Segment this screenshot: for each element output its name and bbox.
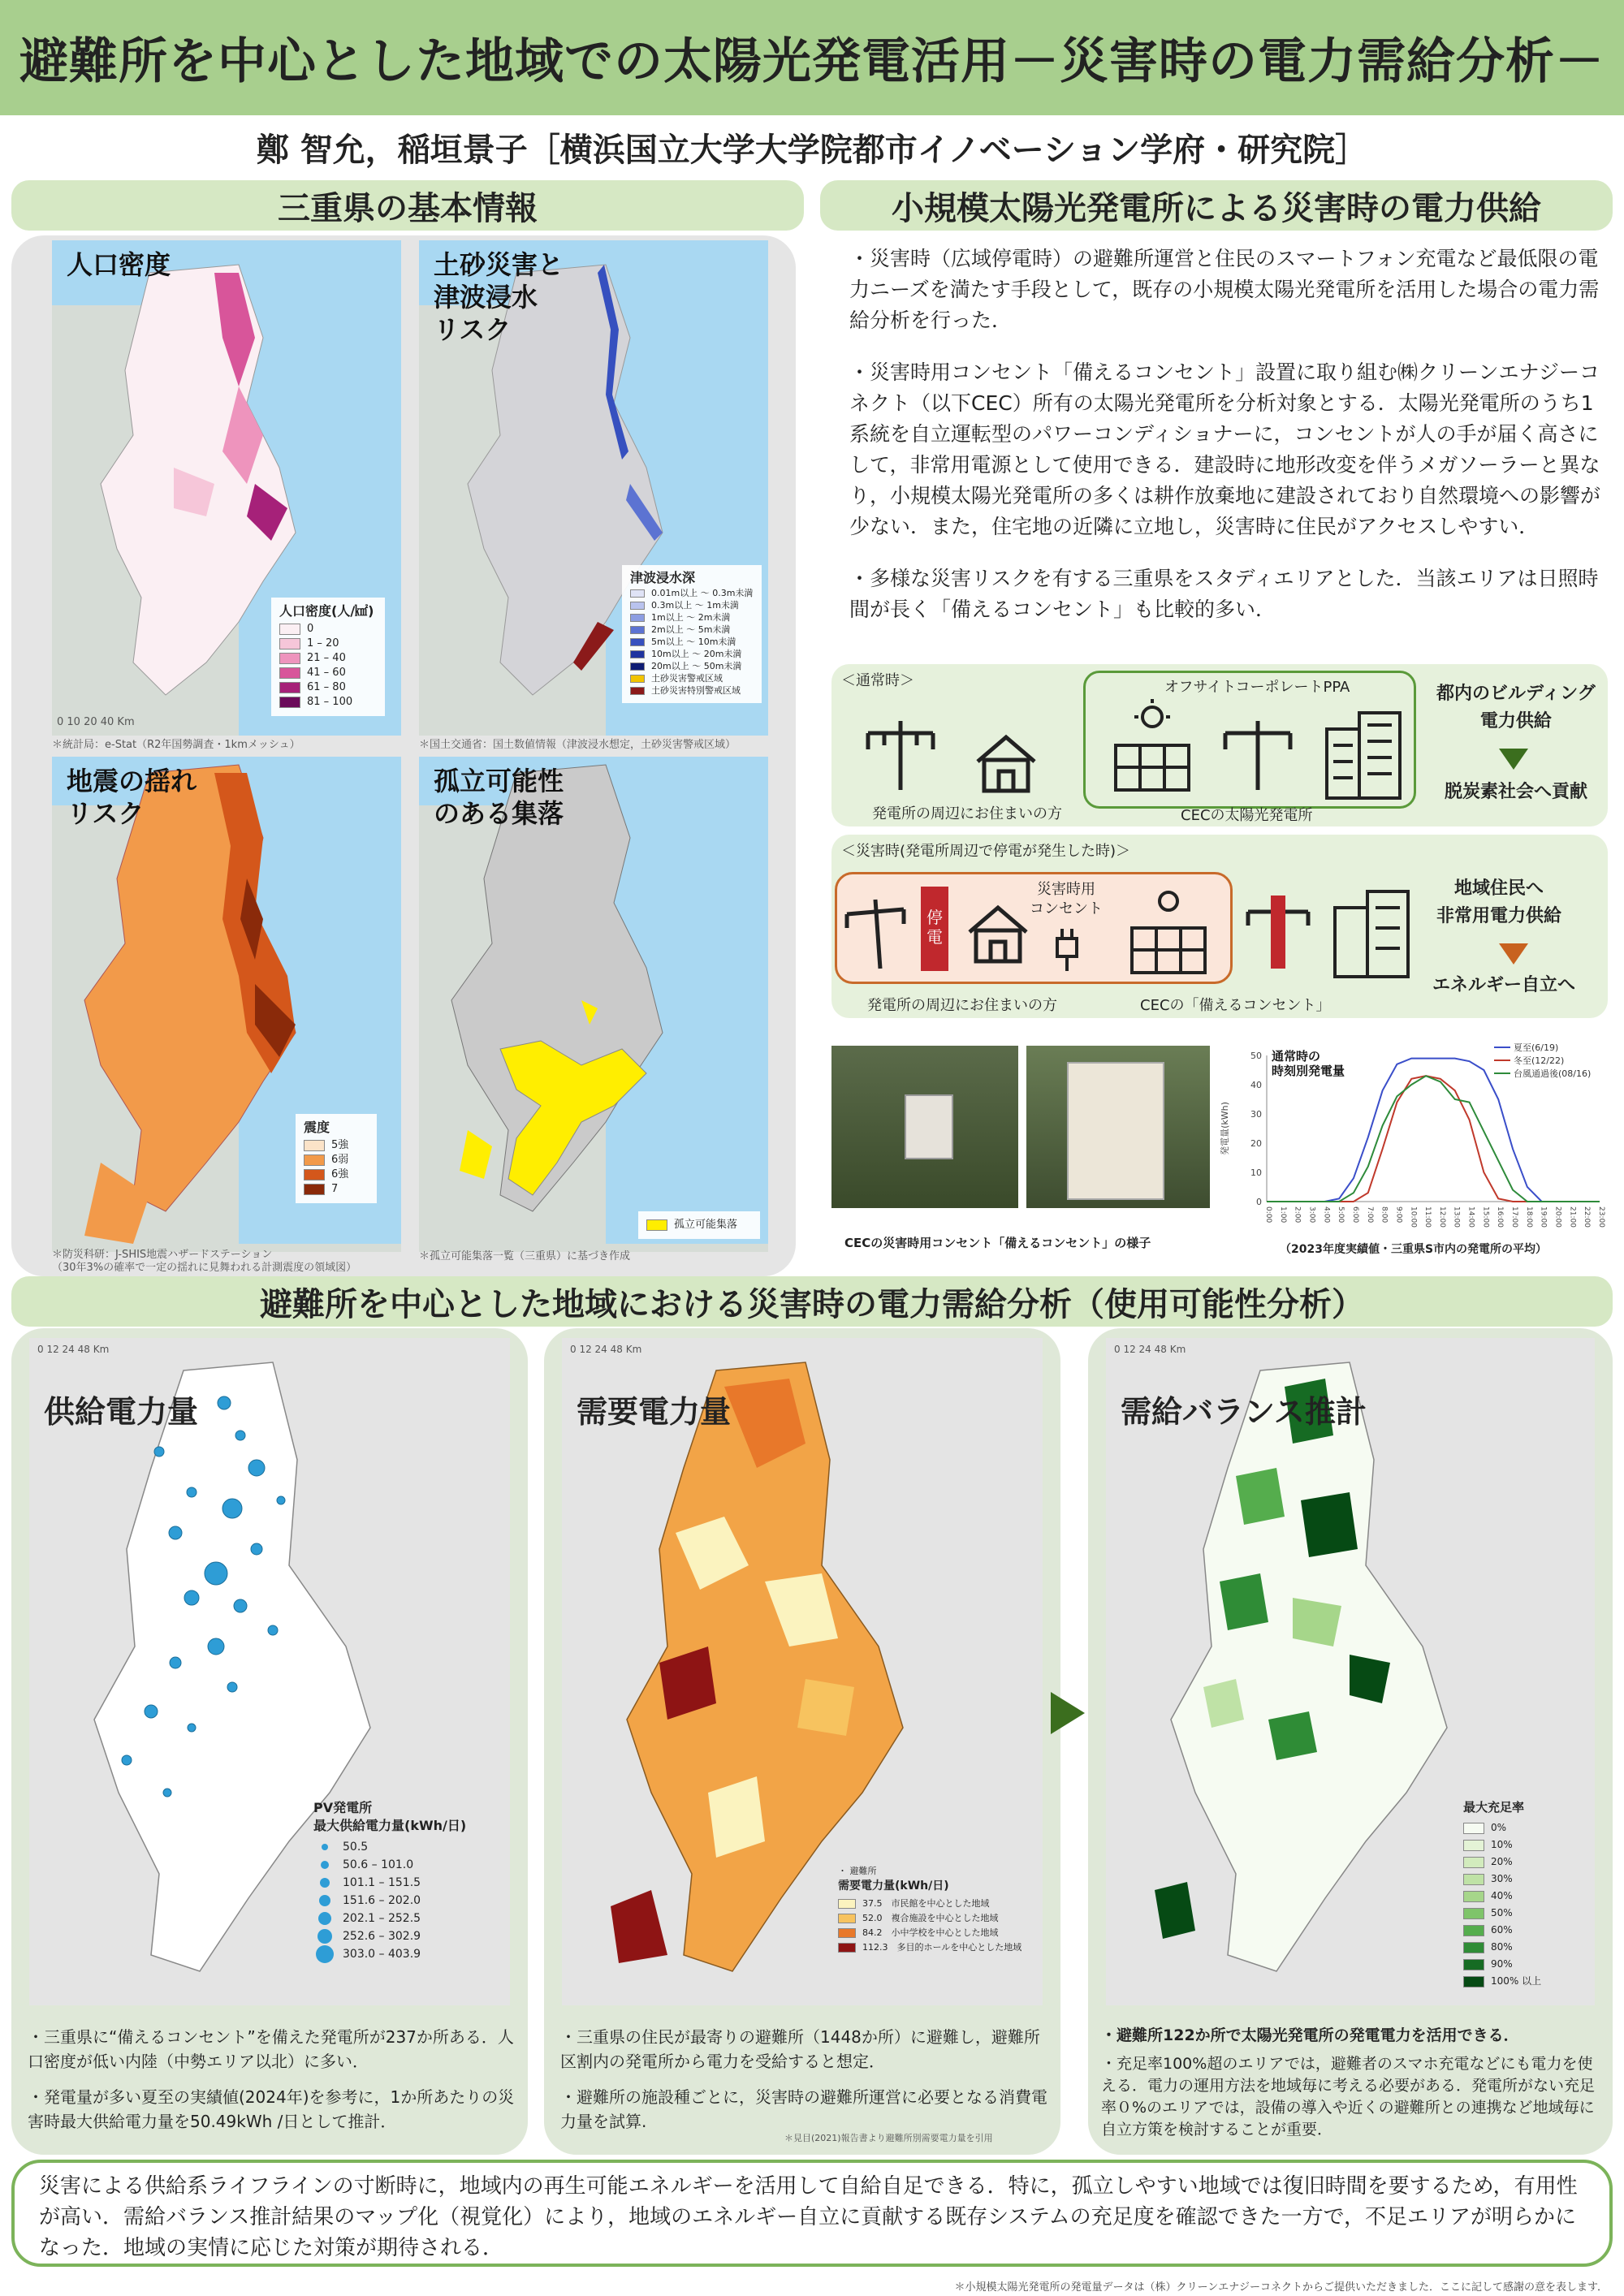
legend-label: 81 – 100 [307,696,353,708]
legend-circle [322,1844,328,1850]
demand-panel [544,1328,1060,2155]
legend-title: 震度 [304,1120,330,1135]
x-tick-label: 21:00 [1568,1206,1577,1228]
legend-swatch [630,638,645,646]
x-tick-label: 14:00 [1466,1206,1475,1228]
legend-label: 41 – 60 [307,667,346,679]
x-tick-label: 19:00 [1539,1206,1548,1228]
x-tick-label: 18:00 [1524,1206,1533,1228]
bullet-text: ・災害時（広域停電時）の避難所運営と住民のスマートフォン充電など最低限の電力ニーズを満たす手段として，既存の小規模太陽光発電所を活用した場合の電力需給分析を行った． [849,247,1600,332]
utility-pole-icon [1242,891,1315,973]
legend-swatch [838,1928,856,1938]
population-legend [271,598,385,716]
supply-notes [28,2025,515,2134]
title-bar [0,0,1624,115]
disaster-effect-top: 地域住民へ 非常用電力供給 [1436,878,1562,926]
legend-row [313,1856,460,1874]
demand-map-title: 需要電力量 [577,1394,732,1430]
note-text: ・三重県に“備えるコンセント”を備えた発電所が237か所ある．人口密度が低い内陸（中勢エリア以北）に多い． [28,2027,514,2071]
chart-caption: （2023年度実績値・三重県S市内の発電所の平均） [1280,1243,1548,1256]
x-tick-label: 23:00 [1597,1206,1605,1228]
legend-label: 0.3m以上 ～ 1m未満 [651,600,739,611]
legend-label: 50.6 – 101.0 [343,1858,414,1871]
balance-legend [1455,1793,1577,1996]
legend-circle [321,1861,329,1869]
scale-bar: 0 10 20 40 Km [57,716,135,728]
legend-row [630,599,754,611]
note-text: ・充足率100%超のエリアでは，避難者のスマホ充電などにも電力を使える．電力の運用方法を地域毎に考える必要がある．発電所がない充足率０%のエリアでは，設備の導入や近くの避難所との連携など地域毎に自立方策を検討することが重要． [1101,2055,1596,2138]
poster-title: 避難所を中心とした地域での太陽光発電活用－災害時の電力需給分析－ [19,33,1605,90]
outlet-photo-field [831,1046,1018,1208]
legend-label: 100% 以上 [1491,1975,1542,1987]
caption-residents: 発電所の周辺にお住まいの方 [872,805,1062,822]
legend-label: 21 – 40 [307,652,346,664]
y-tick-label: 0 [1256,1197,1262,1207]
disaster-label: ＜災害時(発電所周辺で停電が発生した時)＞ [841,843,1131,860]
legend-label: 1m以上 ～ 2m未満 [651,612,731,623]
bullet-text: ・多様な災害リスクを有する三重県をスタディエリアとした．当該エリアは日照時間が長く「備えるコンセント」も比較的多い． [849,567,1599,621]
balance-map [1106,1338,1595,2005]
legend-row [313,1874,460,1892]
house-icon [961,900,1034,965]
legend-label: 50.5 [343,1841,369,1854]
map-source-earthquake: ＊防災科研：J-SHIS地震ハザードステーション （30年3%の確率で一定の揺れに見舞われる計測震度の領域図） [52,1249,357,1274]
arrow-right-icon [1047,1689,1088,1737]
map-source-tsunami: ＊国土交通省：国土数値情報（津波浸水想定，土砂災害警戒区域） [419,739,736,751]
legend-label: 112.3 多目的ホールを中心とした地域 [862,1942,1022,1953]
legend-swatch [1463,1840,1484,1851]
y-tick-label: 50 [1250,1051,1262,1061]
legend-row [1463,1871,1569,1888]
section-heading-supply-demand: 避難所を中心とした地域における災害時の電力需給分析（使用可能性分析） [11,1276,1613,1327]
series-line [1267,1076,1600,1202]
legend-row [838,1926,1025,1940]
map-source-isolated: ＊孤立可能集落一覧（三重県）に基づき作成 [419,1250,631,1262]
legend-row [304,1138,369,1153]
legend-label: 台風通過後(08/16) [1514,1068,1592,1079]
chart-title: 時刻別発電量 [1272,1064,1345,1078]
scale-bar: 0 12 24 48 Km [37,1344,110,1355]
legend-row [313,1838,460,1856]
legend-swatch [1463,1908,1484,1919]
legend-swatch [304,1140,325,1151]
legend-row [304,1153,369,1167]
legend-row [646,1218,752,1232]
legend-row [313,1910,460,1927]
x-tick-label: 12:00 [1437,1206,1446,1228]
legend-swatch [630,614,645,622]
x-tick-label: 11:00 [1423,1206,1432,1228]
legend-circle [316,1945,334,1963]
legend-row [1463,1819,1569,1836]
balance-map-title: 需給バランス推計 [1121,1394,1367,1430]
x-tick-label: 13:00 [1452,1206,1461,1228]
caption-cec-outlet: CECの「備えるコンセント」 [1140,997,1331,1014]
legend-swatch [279,638,300,650]
earthquake-map [52,757,401,1252]
building-icon [1319,705,1408,802]
legend-row [630,611,754,624]
legend-swatch [630,687,645,695]
caption-cec-plant: CECの太陽光発電所 [1181,807,1313,824]
legend-label: 202.1 – 252.5 [343,1912,421,1925]
legend-row [279,651,377,666]
legend-label: 90% [1491,1958,1513,1970]
legend-title: PV発電所 最大供給電力量(kWh/日) [313,1800,467,1833]
x-tick-label: 20:00 [1553,1206,1562,1228]
map-label-isolated: 孤立可能性 のある集落 [434,766,564,829]
authors: 鄭 智允，稲垣景子［横浜国立大学大学院都市イノベーション学府・研究院］ [256,132,1368,169]
legend-row [630,660,754,672]
legend-label: 7 [331,1183,339,1195]
map-label-tsunami: 土砂災害と 津波浸水 リスク [434,249,564,345]
map-label-population: 人口密度 [67,249,171,280]
legend-title: 人口密度(人/㎢) [279,603,374,619]
legend-row [1463,1888,1569,1905]
x-tick-label: 5:00 [1337,1206,1345,1224]
isolated-legend [638,1211,760,1239]
legend-row [304,1182,369,1197]
legend-label: 252.6 – 302.9 [343,1930,421,1943]
isolated-villages-map [419,757,768,1252]
x-tick-label: 9:00 [1394,1206,1403,1224]
normal-time-box [831,664,1608,826]
tsunami-legend [622,565,762,703]
legend-swatch [1463,1857,1484,1868]
plug-icon [1051,926,1083,974]
legend-swatch [279,653,300,664]
x-tick-label: 16:00 [1496,1206,1505,1228]
legend-row [279,637,377,651]
legend-row [1463,1836,1569,1854]
legend-swatch [630,602,645,610]
y-tick-label: 10 [1250,1167,1262,1178]
legend-swatch [1463,1976,1484,1987]
legend-row [1463,1905,1569,1922]
legend-row [313,1927,460,1945]
legend-circle [319,1895,330,1906]
scale-bar: 0 12 24 48 Km [570,1344,642,1355]
section-heading-basic-info: 三重県の基本情報 [11,180,804,231]
legend-row [1463,1939,1569,1956]
legend-row [1463,1854,1569,1871]
legend-row [279,666,377,680]
footer-note: ＊小規模太陽光発電所の発電量データは（株）クリーンエナジーコネクトからご提供いただきました．ここに記して感謝の意を表します． [954,2281,1608,2294]
legend-swatch [630,650,645,658]
section-heading-small-solar: 小規模太陽光発電所による災害時の電力供給 [820,180,1613,231]
isolated-map-shape [419,757,768,1252]
legend-title: 需要電力量(kWh/日) [838,1880,949,1892]
legend-title: 津波浸水深 [630,570,696,585]
legend-swatch [630,589,645,598]
demand-legend [830,1858,1033,1962]
legend-label: 20% [1491,1856,1513,1867]
x-tick-label: 6:00 [1350,1206,1359,1224]
triangle-down-icon [1497,942,1530,966]
legend-swatch [279,624,300,635]
house-icon [970,729,1043,794]
legend-row [838,1897,1025,1911]
legend-swatch [1463,1942,1484,1953]
legend-label: 2m以上 ～ 5m未満 [651,624,731,635]
building-icon [1327,883,1416,981]
photo-caption: CECの災害時用コンセント「備えるコンセント」の様子 [844,1236,1151,1250]
intro-bullets [849,244,1605,646]
legend-label: 夏至(6/19) [1514,1042,1559,1053]
x-tick-label: 4:00 [1322,1206,1331,1224]
normal-effect-top: 都内のビルディング 電力供給 [1436,684,1596,732]
disaster-effect-bottom: エネルギー自立へ [1432,975,1576,995]
outage-badge: 停電 [921,887,948,971]
legend-label: 40% [1491,1890,1513,1901]
broken-pole-icon [843,891,908,973]
legend-swatch [1463,1874,1484,1885]
legend-swatch [630,675,645,683]
conclusion-box: 災害による供給系ライフラインの寸断時に，地域内の再生可能エネルギーを活用して自給自足できる．特に，孤立しやすい地域では復旧時間を要するため，有用性が高い．需給バランス推計結果のマップ化（視覚化）により，地域のエネルギー自立に貢献する既存システムの充足度を確認できた一方で，不足エリアが明らかになった．地域の実情に応じた対策が期待される． [11,2160,1613,2267]
legend-subtitle: ・ 避難所 [838,1866,877,1876]
outlet-photo-open [1026,1046,1210,1208]
legend-label: 5m以上 ～ 10m未満 [651,637,736,647]
supply-legend [305,1793,468,1970]
legend-label: 30% [1491,1873,1513,1884]
legend-row [1463,1922,1569,1939]
caption-residents: 発電所の周辺にお住まいの方 [867,997,1057,1014]
generation-chart [1218,1039,1608,1234]
outlet-box-image [905,1094,953,1159]
legend-label: 37.5 市民館を中心とした地域 [862,1898,990,1909]
legend-swatch [279,667,300,679]
series-line [1267,1059,1600,1202]
outlet-label: 災害時用 コンセント [1030,881,1103,917]
legend-swatch [630,662,645,671]
legend-swatch [279,682,300,693]
y-tick-label: 30 [1250,1109,1262,1120]
scale-bar: 0 12 24 48 Km [1114,1344,1186,1355]
y-axis-label: 発電量(kWh) [1220,1102,1230,1155]
disaster-time-box [831,835,1608,1018]
legend-row [279,695,377,710]
legend-label: 50% [1491,1907,1513,1918]
balance-notes [1101,2025,1601,2141]
triangle-down-icon [1497,747,1530,771]
landslide-tsunami-map [419,240,768,736]
normal-effect-bottom: 脱炭素社会へ貢献 [1445,782,1588,802]
legend-swatch [279,697,300,708]
legend-row [838,1940,1025,1955]
legend-title: 最大充足率 [1463,1800,1525,1815]
legend-swatch [838,1914,856,1923]
note-text: ・避難所の施設種ごとに，災害時の避難所運営に必要となる消費電力量を試算. [560,2087,1047,2131]
chart-title: 通常時の [1272,1049,1321,1064]
legend-label: 80% [1491,1941,1513,1953]
legend-label: 6強 [331,1168,349,1180]
legend-label: 101.1 – 151.5 [343,1876,421,1889]
legend-swatch [304,1154,325,1166]
x-tick-label: 22:00 [1583,1206,1592,1228]
basic-info-panel [11,235,796,1276]
legend-label: 84.2 小中学校を中心とした地域 [862,1927,999,1938]
legend-row [630,636,754,648]
legend-swatch [304,1169,325,1180]
y-tick-label: 20 [1250,1138,1262,1149]
legend-row [630,624,754,636]
population-density-map [52,240,401,736]
legend-swatch [1463,1959,1484,1970]
legend-circle [320,1878,330,1888]
y-tick-label: 40 [1250,1080,1262,1090]
balance-panel [1088,1328,1613,2155]
legend-row [630,587,754,599]
bullet-text: ・災害時用コンセント「備えるコンセント」設置に取り組む㈱クリーンエナジーコネクト（以下CEC）所有の太陽光発電所を分析対象とする．太陽光発電所のうち1系統を自立運転型のパワーコンディショナーに，コンセントが人の手が届く高さにして，非常用電源として使用できる．建設時に地形改変を伴うメガソーラーと異なり，小規模太陽光発電所の多くは耕作放棄地に建設されており自然環境への影響が少ない．また，住宅地の近隣に立地し，災害時に住民がアクセスしやすい． [849,360,1601,538]
legend-label: 0 [307,623,314,635]
legend-label: 20m以上 ～ 50m未満 [651,661,742,671]
demand-notes [560,2025,1047,2134]
x-tick-label: 0:00 [1264,1206,1272,1224]
supply-map [29,1338,510,2005]
legend-row [304,1167,369,1182]
outlet-box-open-image [1067,1062,1164,1200]
note-text: ・三重県の住民が最寄りの避難所（1448か所）に避難し，避難所区割内の発電所から電力を受給すると想定． [560,2027,1040,2071]
legend-swatch [304,1184,325,1195]
legend-swatch [630,626,645,634]
solar-panel-icon [1108,697,1197,802]
legend-circle [318,1912,331,1925]
legend-label: 冬至(12/22) [1514,1055,1565,1066]
legend-swatch [838,1899,856,1909]
legend-label: 52.0 複合施設を中心とした地域 [862,1913,999,1923]
legend-label: 61 – 80 [307,681,346,693]
legend-label: 60% [1491,1924,1513,1936]
ppa-label: オフサイトコーポレートPPA [1164,679,1350,696]
supply-map-title: 供給電力量 [44,1394,199,1430]
legend-label: 土砂災害特別警戒区域 [651,685,741,696]
legend-row [313,1892,460,1910]
demand-footnote: ＊見目(2021)報告書より避難所別需要電力量を引用 [784,2133,993,2143]
legend-row [838,1911,1025,1926]
legend-label: 1 – 20 [307,637,339,650]
legend-label: 0.01m以上 ～ 0.3m未満 [651,588,754,598]
legend-label: 10m以上 ～ 20m未満 [651,649,742,659]
x-tick-label: 10:00 [1409,1206,1418,1228]
note-text: ・避難所122か所で太陽光発電所の発電電力を活用できる． [1101,2026,1519,2044]
legend-row [279,680,377,695]
series-line [1267,1076,1600,1202]
legend-label: 0% [1491,1822,1507,1833]
legend-swatch [1463,1925,1484,1936]
legend-swatch [838,1943,856,1953]
legend-label: 151.6 – 202.0 [343,1894,421,1907]
map-source-population: ＊統計局：e-Stat（R2年国勢調査・1kmメッシュ） [52,739,300,751]
x-tick-label: 7:00 [1365,1206,1374,1224]
legend-label: 5強 [331,1139,349,1151]
x-tick-label: 1:00 [1278,1206,1287,1224]
legend-row [630,672,754,684]
legend-row [1463,1973,1569,1990]
x-tick-label: 8:00 [1380,1206,1389,1224]
demand-map [562,1338,1043,2005]
x-tick-label: 2:00 [1293,1206,1302,1224]
solar-panel-icon [1124,883,1213,981]
legend-row [279,622,377,637]
utility-pole-icon [1213,713,1302,794]
earthquake-legend [296,1114,377,1203]
x-tick-label: 17:00 [1510,1206,1519,1228]
legend-label: 10% [1491,1839,1513,1850]
legend-label: 6弱 [331,1154,349,1166]
legend-label: 土砂災害警戒区域 [651,673,723,684]
normal-label: ＜通常時＞ [841,672,914,689]
legend-label: 孤立可能集落 [674,1219,738,1231]
map-label-earthquake: 地震の揺れ リスク [67,766,197,829]
legend-circle [317,1929,332,1944]
note-text: ・発電量が多い夏至の実績値(2024年)を参考に，1か所あたりの災害時最大供給電力量を50.49kWh /日として推計． [28,2087,515,2131]
x-tick-label: 15:00 [1481,1206,1490,1228]
utility-pole-icon [856,713,945,794]
legend-label: 303.0 – 403.9 [343,1948,421,1961]
supply-panel [11,1328,528,2155]
legend-swatch [1463,1823,1484,1834]
legend-row [630,684,754,697]
x-tick-label: 3:00 [1307,1206,1316,1224]
legend-row [1463,1956,1569,1973]
legend-row [630,648,754,660]
legend-swatch [1463,1891,1484,1902]
legend-swatch [646,1219,667,1231]
legend-row [313,1945,460,1963]
